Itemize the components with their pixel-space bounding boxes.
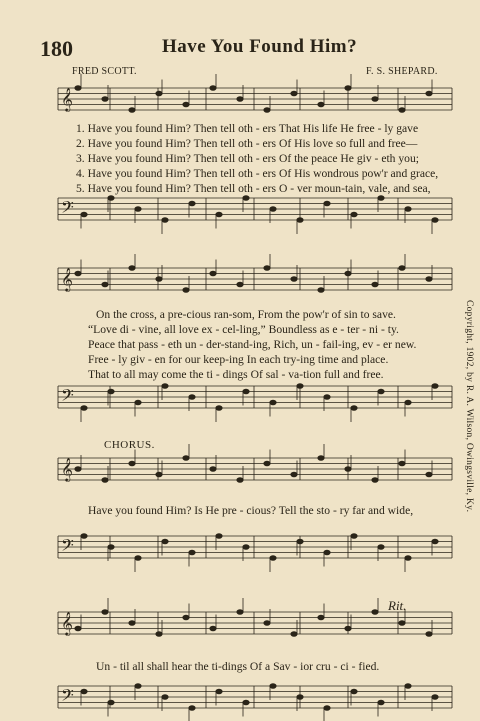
note-head <box>426 91 432 96</box>
note-head <box>75 86 81 91</box>
note-head <box>81 534 87 539</box>
note-head <box>318 456 324 461</box>
verse2-line-1: On the cross, a pre-cious ran-som, From the pow'r of sin to save. <box>96 308 396 321</box>
note-head <box>405 556 411 561</box>
note-head <box>351 406 357 411</box>
composer-credit: F. S. SHEPARD. <box>366 66 438 77</box>
chorus-label: CHORUS. <box>104 439 155 451</box>
note-head <box>270 400 276 405</box>
note-head <box>297 539 303 544</box>
note-head <box>345 271 351 276</box>
note-head <box>135 684 141 689</box>
clef-symbol: 𝄞 <box>61 267 73 291</box>
note-head <box>432 695 438 700</box>
note-head <box>162 218 168 223</box>
note-head <box>270 556 276 561</box>
chorus-line-1: Have you found Him? Is He pre - cious? Tell the sto - ry far and wide, <box>88 504 414 517</box>
note-head <box>297 384 303 389</box>
page-number: 180 <box>40 36 73 61</box>
verse2-line-3: Peace that pass - eth un - der-stand-ing, Rich, un - fail-ing, ev - er new. <box>88 338 417 351</box>
note-head <box>210 467 216 472</box>
note-head <box>405 684 411 689</box>
note-head <box>102 97 108 102</box>
note-head <box>399 621 405 626</box>
note-head <box>264 108 270 113</box>
note-head <box>156 632 162 637</box>
note-head <box>318 102 324 107</box>
note-head <box>81 212 87 217</box>
note-head <box>237 478 243 483</box>
note-head <box>351 534 357 539</box>
note-head <box>129 621 135 626</box>
note-head <box>129 108 135 113</box>
note-head <box>405 207 411 212</box>
hymn-title: Have You Found Him? <box>162 36 358 57</box>
note-head <box>108 196 114 201</box>
note-head <box>378 545 384 550</box>
note-head <box>216 534 222 539</box>
note-head <box>243 545 249 550</box>
note-head <box>156 472 162 477</box>
note-head <box>216 212 222 217</box>
note-head <box>189 395 195 400</box>
note-head <box>378 700 384 705</box>
note-head <box>378 196 384 201</box>
clef-symbol: 𝄢 <box>61 535 74 559</box>
note-head <box>264 461 270 466</box>
note-head <box>372 610 378 615</box>
note-head <box>183 456 189 461</box>
verse-line-4: 4. Have you found Him? Then tell oth - ers Of His wondrous pow'r and grace, <box>76 167 439 180</box>
note-head <box>243 196 249 201</box>
note-head <box>270 684 276 689</box>
note-head <box>291 277 297 282</box>
verse2-line-4: Free - ly giv - en for our keep-ing In each try-ing time and place. <box>88 353 389 366</box>
note-head <box>291 91 297 96</box>
note-head <box>345 626 351 631</box>
note-head <box>372 478 378 483</box>
note-head <box>345 467 351 472</box>
note-head <box>378 389 384 394</box>
note-head <box>210 626 216 631</box>
note-head <box>291 472 297 477</box>
note-head <box>345 86 351 91</box>
verse-line-5: 5. Have you found Him? Then tell oth - ers O - ver moun-tain, vale, and sea, <box>76 182 431 195</box>
note-head <box>318 615 324 620</box>
note-head <box>324 550 330 555</box>
clef-symbol: 𝄢 <box>61 685 74 709</box>
note-head <box>324 395 330 400</box>
note-head <box>432 384 438 389</box>
note-head <box>264 266 270 271</box>
note-head <box>108 545 114 550</box>
note-head <box>75 467 81 472</box>
note-head <box>189 201 195 206</box>
note-head <box>432 539 438 544</box>
note-head <box>216 406 222 411</box>
note-head <box>399 266 405 271</box>
note-head <box>102 282 108 287</box>
verse-line-3: 3. Have you found Him? Then tell oth - ers Of the peace He giv - eth you; <box>76 152 419 165</box>
note-head <box>129 461 135 466</box>
note-head <box>102 610 108 615</box>
note-head <box>75 271 81 276</box>
note-head <box>162 695 168 700</box>
note-head <box>372 282 378 287</box>
note-head <box>351 689 357 694</box>
note-head <box>297 695 303 700</box>
note-head <box>264 621 270 626</box>
note-head <box>351 212 357 217</box>
note-head <box>81 689 87 694</box>
verse2-line-2: “Love di - vine, all love ex - cel-ling,” Boundless as e - ter - ni - ty. <box>88 323 399 336</box>
ritardando-mark: Rit. <box>388 598 407 613</box>
note-head <box>210 86 216 91</box>
note-head <box>237 610 243 615</box>
note-head <box>129 266 135 271</box>
verse-line-1: 1. Have you found Him? Then tell oth - ers That His life He free - ly gave <box>76 122 419 135</box>
clef-symbol: 𝄞 <box>61 87 73 111</box>
note-head <box>216 689 222 694</box>
note-head <box>81 406 87 411</box>
note-head <box>156 91 162 96</box>
note-head <box>297 218 303 223</box>
note-head <box>237 97 243 102</box>
verse-line-2: 2. Have you found Him? Then tell oth - ers Of His love so full and free— <box>76 137 418 150</box>
note-head <box>183 615 189 620</box>
note-head <box>372 97 378 102</box>
note-head <box>243 700 249 705</box>
note-head <box>183 102 189 107</box>
note-head <box>183 288 189 293</box>
verse2-line-5: That to all may come the ti - dings Of sal - va-tion full and free. <box>88 368 384 381</box>
note-head <box>108 389 114 394</box>
note-head <box>75 626 81 631</box>
note-head <box>270 207 276 212</box>
note-head <box>189 706 195 711</box>
lyricist-credit: FRED SCOTT. <box>72 66 137 77</box>
note-head <box>102 478 108 483</box>
note-head <box>432 218 438 223</box>
note-head <box>237 282 243 287</box>
note-head <box>108 700 114 705</box>
note-head <box>399 108 405 113</box>
clef-symbol: 𝄞 <box>61 457 73 481</box>
note-head <box>162 539 168 544</box>
clef-symbol: 𝄢 <box>61 385 74 409</box>
note-head <box>162 384 168 389</box>
note-head <box>405 400 411 405</box>
note-head <box>135 556 141 561</box>
note-head <box>189 550 195 555</box>
note-head <box>210 271 216 276</box>
note-head <box>426 277 432 282</box>
note-head <box>324 706 330 711</box>
note-head <box>318 288 324 293</box>
copyright-notice: Copyright, 1902, by R. A. Wilson, Owingsville, Ky. <box>464 300 474 513</box>
note-head <box>324 201 330 206</box>
note-head <box>426 472 432 477</box>
clef-symbol: 𝄢 <box>61 197 74 221</box>
chorus-line-2: Un - til all shall hear the ti-dings Of a Sav - ior cru - ci - fied. <box>96 660 380 673</box>
note-head <box>135 400 141 405</box>
note-head <box>426 632 432 637</box>
note-head <box>135 207 141 212</box>
note-head <box>156 277 162 282</box>
note-head <box>243 389 249 394</box>
clef-symbol: 𝄞 <box>61 611 73 635</box>
note-head <box>291 632 297 637</box>
note-head <box>399 461 405 466</box>
